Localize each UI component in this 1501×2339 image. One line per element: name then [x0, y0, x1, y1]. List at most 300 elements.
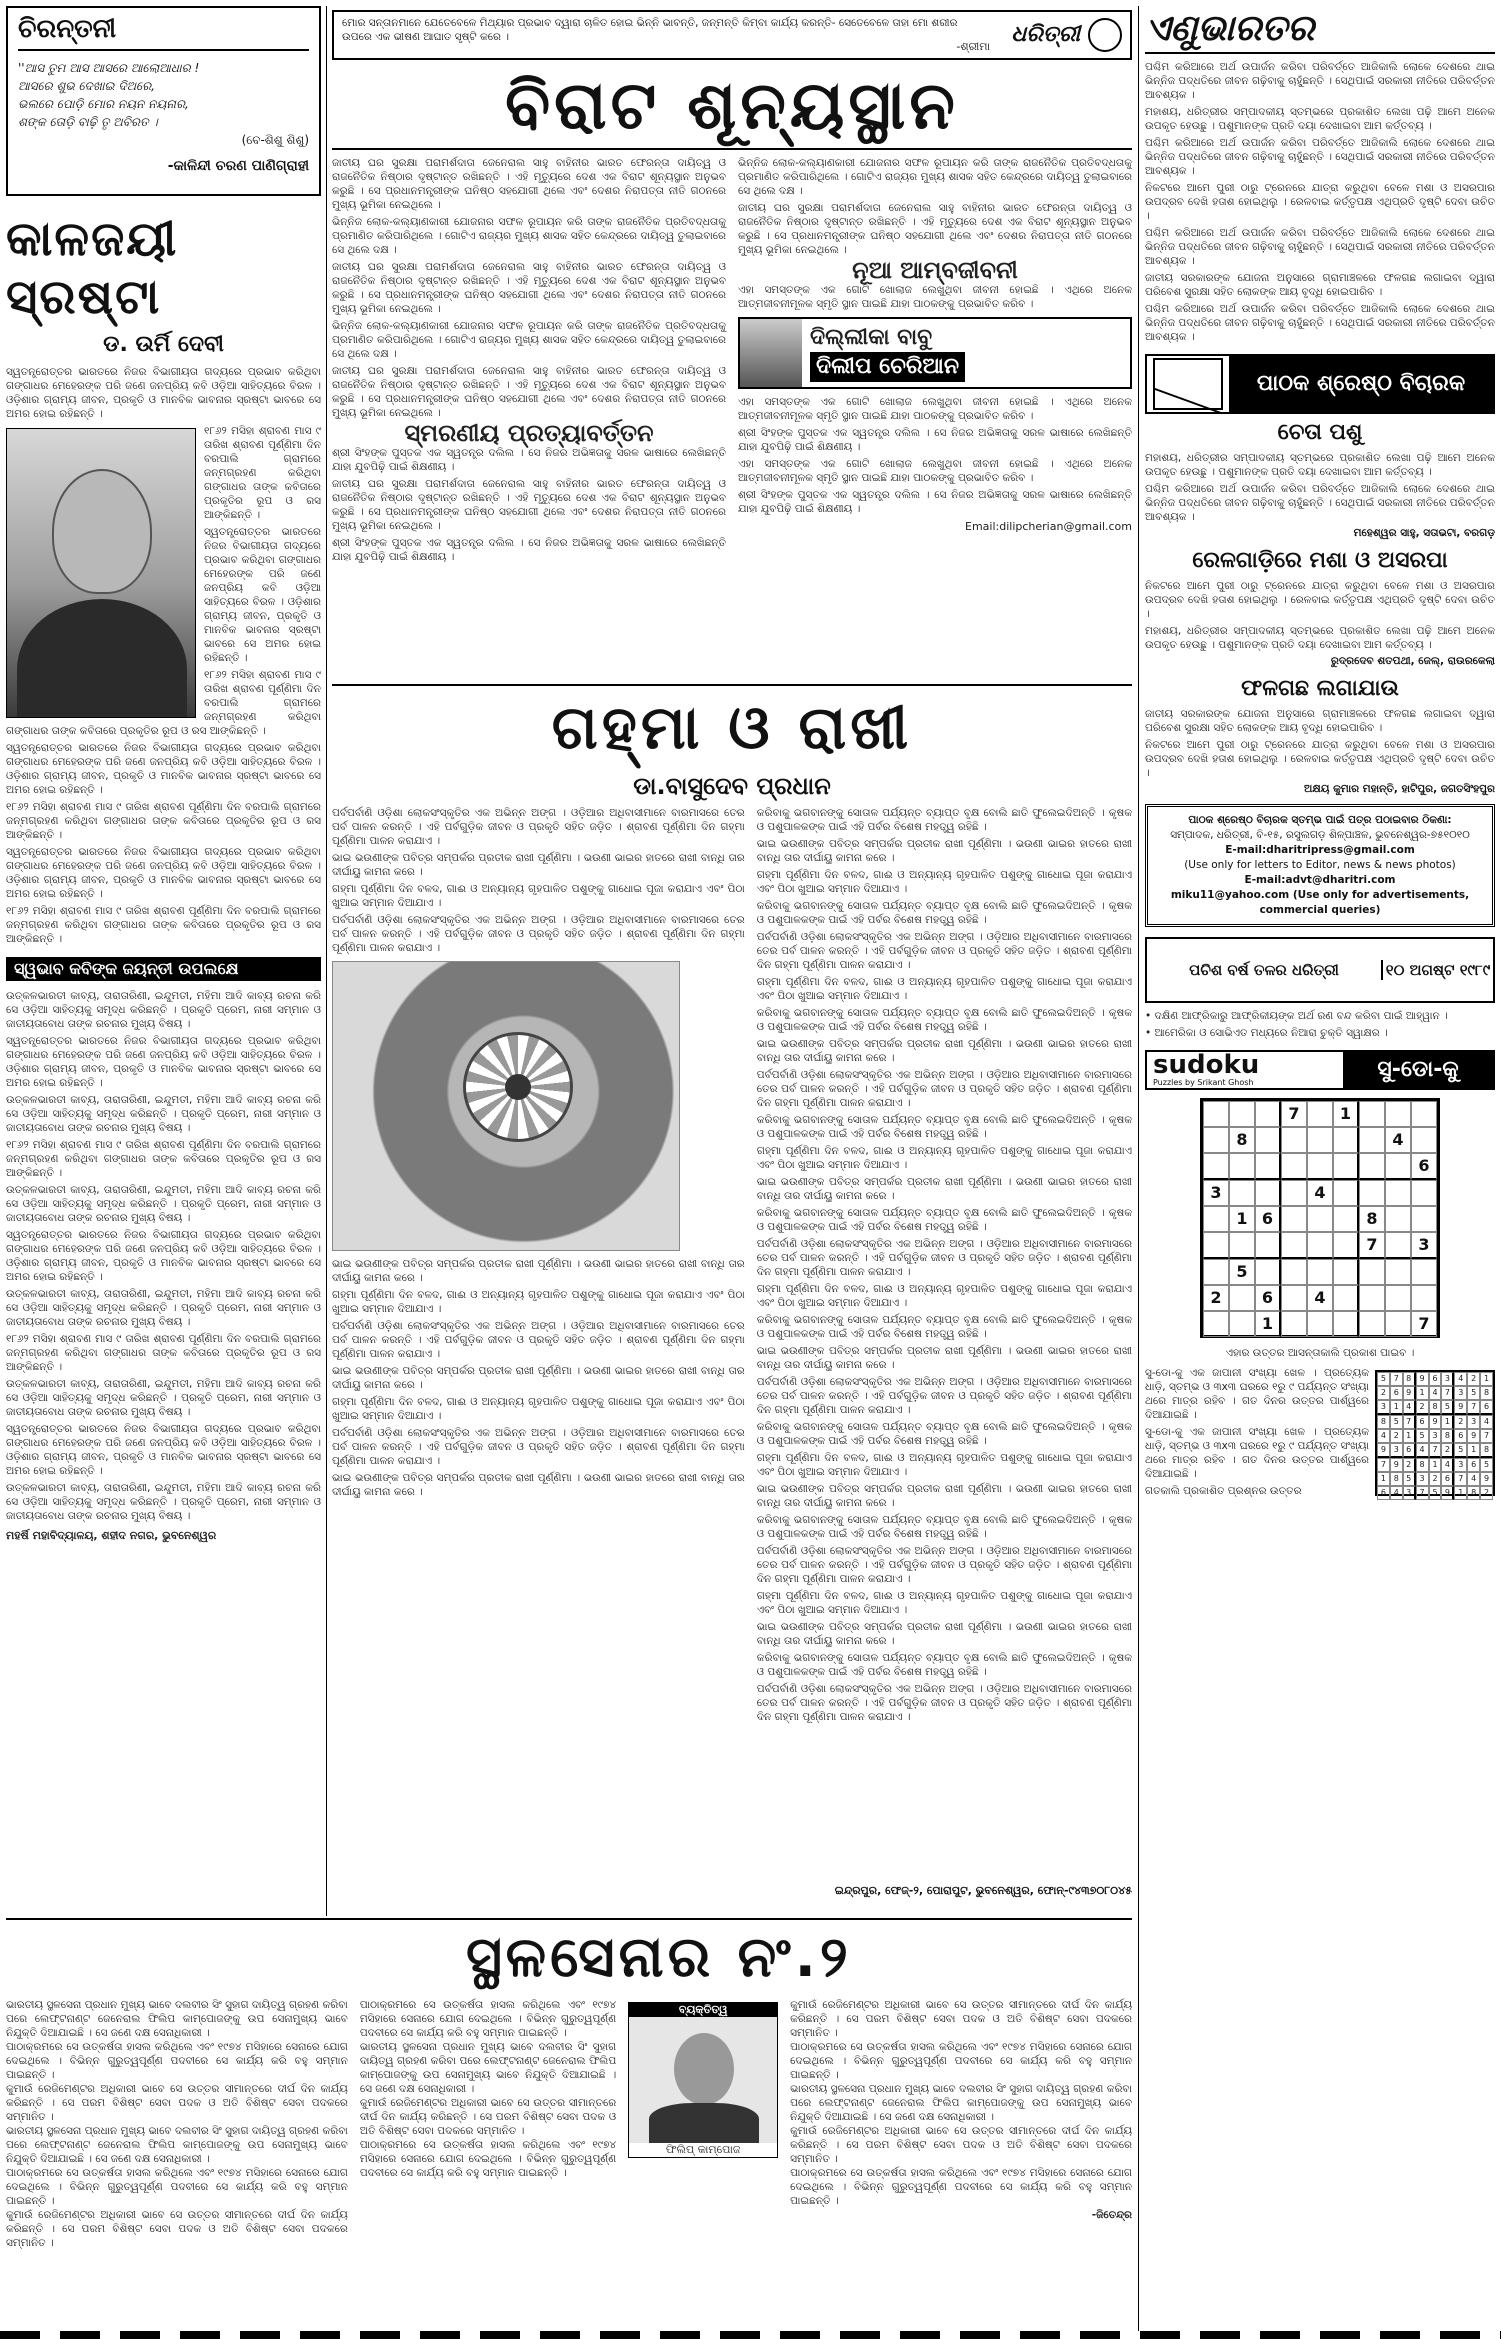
contact-address: ସମ୍ପାଦକ, ଧରିତ୍ରୀ, ବି-୧୫, ରସୁଲଗଡ଼ ଶିଳ୍ପାଞ୍ଚଳ, ଭୁବନେଶ୍ୱର-୭୫୧୦୧୦ [1170, 829, 1470, 841]
sudoku-cell [1411, 1259, 1437, 1285]
answer-cell: 3 [1390, 1443, 1403, 1458]
rakhi-byline: ଇନ୍ଦ୍ରପୁର, ଫେଜ୍-୨, ପୋରାପୁଟ, ଭୁବନେଶ୍ୱର, ଫୋନ୍-୯୪୩୭୦୮୦୪୫ [834, 1884, 1132, 1897]
sudoku-cell [1359, 1127, 1385, 1153]
profile-paragraph: ପାଠାକ୍ରମରେ ସେ ଉତ୍କର୍ଷତା ହାସଲ କରିଥିଲେ ଏବଂ ୧୯୭୪ ମସିହାରେ ସେନାରେ ଯୋଗ ଦେଇଥିଲେ । ବିଭିନ୍ନ ଗୁରୁତ୍ୱପୂର୍ଣ୍ଣ ପଦବୀରେ ସେ କାର୍ଯ୍ୟ କରି ବହୁ ସମ୍ମାନ ପାଇଛନ୍ତି । [359, 1999, 617, 2039]
answer-cell: 7 [1454, 1472, 1467, 1486]
chiranthani-quote [18, 59, 309, 131]
sudoku-cell [1411, 1180, 1437, 1206]
quote-banner [332, 10, 1132, 60]
sudoku-cell [1333, 1285, 1359, 1311]
rakhi-paragraph: ପର୍ବପର୍ବାଣି ଓଡ଼ିଶା ଲୋକସଂସ୍କୃତିର ଏକ ଅଭିନ୍ନ ଅଙ୍ଗ । ଓଡ଼ିଆର ଅଧିବାସୀମାନେ ବାରମାସରେ ତେର ପର୍ବ ପାଳନ କରନ୍ତି । ଏହି ପର୍ବଗୁଡ଼ିକ ଜୀବନ ଓ ପ୍ରକୃତି ସହିତ ଜଡ଼ିତ । ଶ୍ରାବଣ ପୂର୍ଣ୍ଣିମା ଦିନ ଗହ୍ମା ପୂର୍ଣ୍ଣିମା ପାଳନ କରାଯାଏ । [332, 914, 745, 954]
letter-paragraph: ମହାଶୟ, ଧରିତ୍ରୀର ସମ୍ପାଦକୀୟ ସ୍ତମ୍ଭରେ ପ୍ରକାଶିତ ଲେଖା ପଢ଼ି ଆମେ ଅନେକ ଉପକୃତ ହେଉଛୁ । ପଶୁମାନଙ୍କ ପ୍ରତି ଦୟା ଦେଖାଇବା ଆମ କର୍ତ୍ତବ୍ୟ । [1145, 625, 1495, 651]
answer-cell: 5 [1403, 1472, 1416, 1486]
answer-cell: 5 [1416, 1429, 1429, 1443]
editorial-columns [332, 156, 1132, 676]
sudoku-cell [1307, 1311, 1333, 1337]
bullet-text: ଦକ୍ଷିଣ ଆଫ୍ରିକାରୁ ଆଫ୍ରିକୀୟଙ୍କ ଅର୍ଥ ରଣ ବନ୍ଦ କରିବା ପାଇଁ ଆହ୍ୱାନ । [1154, 1010, 1448, 1022]
answer-cell: 2 [1480, 1486, 1493, 1500]
sudoku-cell [1411, 1285, 1437, 1311]
profile-paragraph: କୁମାଉଁ ରେଜିମେଣ୍ଟର ଅଧିକାରୀ ଭାବେ ସେ ଉତ୍ତର ସୀମାନ୍ତରେ ଦୀର୍ଘ ଦିନ କାର୍ଯ୍ୟ କରିଛନ୍ତି । ସେ ପରମ ବିଶିଷ୍ଟ ସେବା ପଦକ ଓ ଅତି ବିଶିଷ୍ଟ ସେବା ପଦକରେ ସମ୍ମାନିତ । [790, 1999, 1132, 2039]
editorial-paragraph: ଶ୍ରୀ ସିଂହଙ୍କ ପୁସ୍ତକ ଏକ ସ୍ୱତନ୍ତ୍ର ଦଲିଲ । ସେ ନିଜର ଅଭିଜ୍ଞତାକୁ ସରଳ ଭାଷାରେ ଲେଖିଛନ୍ତି ଯାହା ଯୁବପିଢ଼ି ପାଇଁ ଶିକ୍ଷଣୀୟ । [738, 427, 1132, 453]
right-paragraph: ମହାଶୟ, ଧରିତ୍ରୀର ସମ୍ପାଦକୀୟ ସ୍ତମ୍ଭରେ ପ୍ରକାଶିତ ଲେଖା ପଢ଼ି ଆମେ ଅନେକ ଉପକୃତ ହେଉଛୁ । ପଶୁମାନଙ୍କ ପ୍ରତି ଦୟା ଦେଖାଇବା ଆମ କର୍ତ୍ତବ୍ୟ । [1145, 106, 1495, 132]
banner-signature: -ଶ୍ରୀମା [956, 40, 990, 53]
sudoku-cell [1203, 1153, 1229, 1180]
rakhi-paragraph: ଭାଇ ଭଉଣୀଙ୍କ ପବିତ୍ର ସମ୍ପର୍କର ପ୍ରତୀକ ରାଖୀ ପୂର୍ଣ୍ଣିମା । ଭଉଣୀ ଭାଇର ହାତରେ ରାଖୀ ବାନ୍ଧି ତାର ଦୀର୍ଘାୟୁ କାମନା କରେ । [332, 1472, 745, 1498]
answer-cell: 8 [1467, 1486, 1480, 1500]
profile-photo [628, 2002, 778, 2158]
kalajayi-paragraph: ଉତ୍କଳଭାରତୀ କାବ୍ୟ, ତାରାତାରିଣୀ, ଇନ୍ଦୁମତୀ, ମହିମା ଆଦି କାବ୍ୟ ରଚନା କରି ସେ ଓଡ଼ିଆ ସାହିତ୍ୟକୁ ସମୃଦ୍ଧ କରିଛନ୍ତି । ପ୍ରକୃତି ପ୍ରେମ, ନାରୀ ସମ୍ମାନ ଓ ଜାତୀୟତାବୋଧ ତାଙ୍କ ରଚନାର ମୁଖ୍ୟ ବିଷୟ । [6, 1094, 321, 1134]
sudoku-cell: 1 [1255, 1311, 1281, 1337]
rakhi-paragraph: ଭାଇ ଭଉଣୀଙ୍କ ପବିତ୍ର ସମ୍ପର୍କର ପ୍ରତୀକ ରାଖୀ ପୂର୍ଣ୍ଣିମା । ଭଉଣୀ ଭାଇର ହାତରେ ରାଖୀ ବାନ୍ଧି ତାର ଦୀର୍ଘାୟୁ କାମନା କରେ । [756, 1038, 1132, 1064]
rakhi-center [505, 1074, 531, 1100]
kalajayi-paragraph: ୧୮୬୨ ମସିହା ଶ୍ରାବଣ ମାସ ୯ ତାରିଖ ଶ୍ରାବଣ ପୂର୍ଣ୍ଣିମା ଦିନ ବରପାଲି ଗ୍ରାମରେ ଜନ୍ମଗ୍ରହଣ କରିଥିବା ଗଙ୍ଗାଧର ତାଙ୍କ କବିତାରେ ପ୍ରକୃତିର ରୂପ ଓ ରସ ଆଙ୍କିଛନ୍ତି । [6, 801, 321, 841]
right-paragraph: ନିକଟରେ ଆମେ ପୁରୀ ଠାରୁ ଟ୍ରେନରେ ଯାତ୍ରା କରୁଥିବା ବେଳେ ମଶା ଓ ଅସରପାର ଉପଦ୍ରବ ଦେଖି ହତାଶ ହୋଇଥିଲୁ । ରେଳବାଇ କର୍ତ୍ତୃପକ୍ଷ ଏଥିପ୍ରତି ଦୃଷ୍ଟି ଦେବା ଉଚିତ । [1145, 182, 1495, 222]
answer-cell: 6 [1454, 1429, 1467, 1443]
sudoku-cell [1307, 1206, 1333, 1232]
profile-suit [649, 2103, 759, 2143]
answer-cell: 9 [1403, 1386, 1416, 1400]
editorial-paragraph: ଜାତୀୟ ଘର ସୁରକ୍ଷା ପରାମର୍ଶଦାତା ଜେନେରାଲ ସାହୁ ବାହିନୀର ଭାରତ ଫେରନ୍ତା ଦାୟିତ୍ୱ ଓ ରାଜନୈତିକ ନିଷ୍ଠାର ଦୃଷ୍ଟାନ୍ତ ରଖିଛନ୍ତି । ଏହି ମୃତ୍ୟୁରେ ଦେଶ ଏକ ବିରାଟ ଶୂନ୍ୟସ୍ଥାନ ଅନୁଭବ କରୁଛି । ସେ ପ୍ରଧାନମନ୍ତ୍ରୀଙ୍କ ଘନିଷ୍ଠ ସହଯୋଗୀ ଥିଲେ ଏବଂ ଦେଶର ନିରାପତ୍ତା ନୀତି ଗଠନରେ ମୁଖ୍ୟ ଭୂମିକା ନେଇଥିଲେ । [738, 202, 1132, 256]
answer-cell: 1 [1480, 1372, 1493, 1386]
answer-cell: 8 [1429, 1400, 1442, 1415]
answer-cell: 9 [1429, 1415, 1442, 1429]
rakhi-columns [332, 806, 1132, 1884]
answer-cell: 1 [1454, 1486, 1467, 1500]
left-column [6, 6, 321, 1918]
sudoku-cell [1333, 1127, 1359, 1153]
rakhi-paragraph: ଗହ୍ମା ପୂର୍ଣ୍ଣିମା ଦିନ ବଳଦ, ଗାଈ ଓ ଅନ୍ୟାନ୍ୟ ଗୃହପାଳିତ ପଶୁଙ୍କୁ ଗାଧୋଇ ପୂଜା କରାଯାଏ ଏବଂ ପିଠା ଖୁଆଇ ସମ୍ମାନ ଦିଆଯାଏ । [332, 1396, 745, 1422]
kalajayi-paragraph: ସ୍ୱତନ୍ତ୍ରୋତ୍ତର ଭାରତରେ ନିଜର ବିଭାଗୀୟତା ଗଦ୍ୟରେ ପ୍ରଭାବ କରିଥିବା ଗଙ୍ଗାଧର ମେହେରଙ୍କ ପରି ଜଣେ ଜନପ୍ରିୟ କବି ଓଡ଼ିଆ ସାହିତ୍ୟରେ ବିରଳ । ଓଡ଼ିଶାର ଗ୍ରାମ୍ୟ ଜୀବନ, ପ୍ରକୃତି ଓ ମାନବିକ ଭାବନାର ସ୍ରଷ୍ଟା ଭାବରେ ସେ ଅମର ହୋଇ ରହିଛନ୍ତି । [6, 1035, 321, 1089]
answer-cell: 4 [1467, 1472, 1480, 1486]
profile-caption: ଫିଲିପ୍ କାମ୍ପୋଜ [629, 2143, 777, 2157]
sudoku-cell [1333, 1232, 1359, 1259]
profile-headline: ସ୍ଥଳସେନାର ନଂ.୨ [466, 1925, 852, 1990]
answer-cell: 6 [1467, 1458, 1480, 1472]
columnist-photo [740, 319, 802, 387]
rakhi-paragraph: ପର୍ବପର୍ବାଣି ଓଡ଼ିଶା ଲୋକସଂସ୍କୃତିର ଏକ ଅଭିନ୍ନ ଅଙ୍ଗ । ଓଡ଼ିଆର ଅଧିବାସୀମାନେ ବାରମାସରେ ତେର ପର୍ବ ପାଳନ କରନ୍ତି । ଏହି ପର୍ବଗୁଡ଼ିକ ଜୀବନ ଓ ପ୍ରକୃତି ସହିତ ଜଡ଼ିତ । ଶ୍ରାବଣ ପୂର୍ଣ୍ଣିମା ଦିନ ଗହ୍ମା ପୂର୍ଣ୍ଣିମା ପାଳନ କରାଯାଏ । [756, 1238, 1132, 1278]
answer-cell: 5 [1467, 1386, 1480, 1400]
sudoku-cell: 6 [1255, 1285, 1281, 1311]
sudoku-cell: 4 [1307, 1180, 1333, 1206]
letter-title: ଫଳଗଛ ଲଗାଯାଉ [1241, 676, 1399, 701]
bottom-section [6, 1922, 1132, 2332]
rakhi-paragraph: କରିବାକୁ ଭଗବାନଙ୍କୁ ସୋତାଳ ପର୍ଯ୍ୟନ୍ତ ବ୍ୟାପ୍ତ ବୃକ୍ଷ ବୋଲି ଛାତି ଫୁଲେଇଦିଅନ୍ତି । କୃଷକ ଓ ପଶୁପାଳକଙ୍କ ପାଇଁ ଏହି ପର୍ବର ବିଶେଷ ମହତ୍ତ୍ୱ ରହିଛି । [756, 1652, 1132, 1678]
answer-cell: 6 [1480, 1400, 1493, 1415]
kalajayi-paragraph: ଉତ୍କଳଭାରତୀ କାବ୍ୟ, ତାରାତାରିଣୀ, ଇନ୍ଦୁମତୀ, ମହିମା ଆଦି କାବ୍ୟ ରଚନା କରି ସେ ଓଡ଼ିଆ ସାହିତ୍ୟକୁ ସମୃଦ୍ଧ କରିଛନ୍ତି । ପ୍ରକୃତି ପ୍ରେମ, ନାରୀ ସମ୍ମାନ ଓ ଜାତୀୟତାବୋଧ ତାଙ୍କ ରଚନାର ମୁଖ୍ୟ ବିଷୟ । [6, 1482, 321, 1522]
profile-columns [6, 1998, 1132, 2318]
kalajayi-paragraph: ସ୍ୱତନ୍ତ୍ରୋତ୍ତର ଭାରତରେ ନିଜର ବିଭାଗୀୟତା ଗଦ୍ୟରେ ପ୍ରଭାବ କରିଥିବା ଗଙ୍ଗାଧର ମେହେରଙ୍କ ପରି ଜଣେ ଜନପ୍ରିୟ କବି ଓଡ଼ିଆ ସାହିତ୍ୟରେ ବିରଳ । ଓଡ଼ିଶାର ଗ୍ରାମ୍ୟ ଜୀବନ, ପ୍ରକୃତି ଓ ମାନବିକ ଭାବନାର ସ୍ରଷ୍ଟା ଭାବରେ ସେ ଅମର ହୋଇ ରହିଛନ୍ତି । [6, 1423, 321, 1477]
sudoku-brand-text: sudoku [1153, 1050, 1260, 1080]
profile-label: ବ୍ୟକ୍ତିତ୍ୱ [629, 2003, 777, 2017]
column-divider [326, 6, 327, 1916]
rakhi-col-left [332, 806, 745, 1884]
answer-cell: 9 [1480, 1472, 1493, 1486]
kalajayi-paragraph: ୧୮୬୨ ମସିହା ଶ୍ରାବଣ ମାସ ୯ ତାରିଖ ଶ୍ରାବଣ ପୂର୍ଣ୍ଣିମା ଦିନ ବରପାଲି ଗ୍ରାମରେ ଜନ୍ମଗ୍ରହଣ କରିଥିବା ଗଙ୍ଗାଧର ତାଙ୍କ କବିତାରେ ପ୍ରକୃତିର ରୂପ ଓ ରସ ଆଙ୍କିଛନ୍ତି । [6, 905, 321, 945]
sudoku-cell [1255, 1153, 1281, 1180]
answer-cell: 2 [1467, 1372, 1480, 1386]
rakhi-paragraph: କରିବାକୁ ଭଗବାନଙ୍କୁ ସୋତାଳ ପର୍ଯ୍ୟନ୍ତ ବ୍ୟାପ୍ତ ବୃକ୍ଷ ବୋଲି ଛାତି ଫୁଲେଇଦିଅନ୍ତି । କୃଷକ ଓ ପଶୁପାଳକଙ୍କ ପାଇଁ ଏହି ପର୍ବର ବିଶେଷ ମହତ୍ତ୍ୱ ରହିଛି । [756, 1114, 1132, 1140]
rakhi-paragraph: ଗହ୍ମା ପୂର୍ଣ୍ଣିମା ଦିନ ବଳଦ, ଗାଈ ଓ ଅନ୍ୟାନ୍ୟ ଗୃହପାଳିତ ପଶୁଙ୍କୁ ଗାଧୋଇ ପୂଜା କରାଯାଏ ଏବଂ ପିଠା ଖୁଆଇ ସମ୍ମାନ ଦିଆଯାଏ । [332, 883, 745, 909]
sudoku-cell: 1 [1229, 1206, 1255, 1232]
readers-banner [1145, 354, 1495, 414]
answer-cell: 5 [1390, 1415, 1403, 1429]
letter-body [1145, 579, 1495, 652]
answer-cell: 1 [1467, 1443, 1480, 1458]
sudoku-cell [1359, 1180, 1385, 1206]
answer-cell: 8 [1416, 1458, 1429, 1472]
answer-cell: 2 [1390, 1429, 1403, 1443]
sudoku-cell: 3 [1411, 1232, 1437, 1259]
answer-cell: 5 [1454, 1443, 1467, 1458]
answer-cell: 3 [1454, 1386, 1467, 1400]
sudoku-cell [1411, 1101, 1437, 1127]
rakhi-paragraph: ପର୍ବପର୍ବାଣି ଓଡ଼ିଶା ଲୋକସଂସ୍କୃତିର ଏକ ଅଭିନ୍ନ ଅଙ୍ଗ । ଓଡ଼ିଆର ଅଧିବାସୀମାନେ ବାରମାସରେ ତେର ପର୍ବ ପାଳନ କରନ୍ତି । ଏହି ପର୍ବଗୁଡ଼ିକ ଜୀବନ ଓ ପ୍ରକୃତି ସହିତ ଜଡ଼ିତ । ଶ୍ରାବଣ ପୂର୍ଣ୍ଣିମା ଦିନ ଗହ୍ମା ପୂର୍ଣ୍ଣିମା ପାଳନ କରାଯାଏ । [332, 1427, 745, 1467]
sudoku-cell [1385, 1311, 1411, 1337]
editorial-paragraph: ଏହା ସମସ୍ତଙ୍କ ଏକ ଗୋଟି ଖୋଲାଜ ଲେଖୁଥିବା ଜୀବନୀ ହୋଇଛି । ଏଥିରେ ଅନେକ ଆତ୍ମଜୀବନୀମୂଳକ ସ୍ମୃତି ସ୍ଥାନ ପାଇଛି ଯାହା ପାଠକଙ୍କୁ ପ୍ରଭାବିତ କରିବ । [738, 396, 1132, 422]
kalajayi-paragraph: ଉତ୍କଳଭାରତୀ କାବ୍ୟ, ତାରାତାରିଣୀ, ଇନ୍ଦୁମତୀ, ମହିମା ଆଦି କାବ୍ୟ ରଚନା କରି ସେ ଓଡ଼ିଆ ସାହିତ୍ୟକୁ ସମୃଦ୍ଧ କରିଛନ୍ତି । ପ୍ରକୃତି ପ୍ରେମ, ନାରୀ ସମ୍ମାନ ଓ ଜାତୀୟତାବୋଧ ତାଙ୍କ ରଚନାର ମୁଖ୍ୟ ବିଷୟ । [6, 990, 321, 1030]
kalajayi-body [6, 365, 321, 1543]
sudoku-rules: ସୁ-ଡୋ-କୁ ଏକ ଜାପାନୀ ସଂଖ୍ୟା ଖେଳ । ପ୍ରତ୍ୟେକ ଧାଡ଼ି, ସ୍ତମ୍ଭ ଓ ୩x୩ ଘରରେ ୧ରୁ ୯ ପର୍ଯ୍ୟନ୍ତ ସଂଖ୍ୟା ଥରେ ମାତ୍ର ରହିବ । ଗତ ଦିନର ଉତ୍ତର ପାର୍ଶ୍ୱରେ ଦିଆଯାଇଛି । [1145, 1426, 1369, 1480]
right-paragraph: ପଶ୍ଚିମ କରିଆରେ ଅର୍ଥ ଉପାର୍ଜନ କରିବା ପରିବର୍ତ୍ତେ ଆଜିକାଲି ଲୋକେ ଦେଶରେ ଥାଇ ଭିନ୍ନିଜ ପଦ୍ଧତିରେ ଜୀବନ ଗଢ଼ିବାକୁ ଚାହୁଁଛନ୍ତି । ସେଥିପାଇଁ ସରକାରୀ ନୀତିରେ ପରିବର୍ତ୍ତନ ଆବଶ୍ୟକ । [1145, 303, 1495, 343]
profile-col-1 [6, 1998, 348, 2318]
editorial-paragraph: ଭିନ୍ନିଜ ଲୋକ-କଲ୍ୟାଣକାରୀ ଯୋଜନାର ସଫଳ ରୂପାୟନ କରି ତାଙ୍କ ରାଜନୈତିକ ପ୍ରତିବଦ୍ଧତାକୁ ପ୍ରମାଣିତ କରିପାରିଥିଲେ । ଗୋଟିଏ ରାଜ୍ୟର ମୁଖ୍ୟ ଶାସକ ସହିତ କେନ୍ଦ୍ରରେ ଦାୟିତ୍ୱ ତୁଲାଇବାରେ ସେ ଥିଲେ ଦକ୍ଷ । [738, 157, 1132, 197]
editorial-paragraph: ଭିନ୍ନିଜ ଲୋକ-କଲ୍ୟାଣକାରୀ ଯୋଜନାର ସଫଳ ରୂପାୟନ କରି ତାଙ୍କ ରାଜନୈତିକ ପ୍ରତିବଦ୍ଧତାକୁ ପ୍ରମାଣିତ କରିପାରିଥିଲେ । ଗୋଟିଏ ରାଜ୍ୟର ମୁଖ୍ୟ ଶାସକ ସହିତ କେନ୍ଦ୍ରରେ ଦାୟିତ୍ୱ ତୁଲାଇବାରେ ସେ ଥିଲେ ଦକ୍ଷ । [332, 216, 726, 256]
answer-cell: 2 [1441, 1443, 1454, 1458]
sudoku-cell [1203, 1232, 1229, 1259]
rakhi-paragraph: ଗହ୍ମା ପୂର୍ଣ୍ଣିମା ଦିନ ବଳଦ, ଗାଈ ଓ ଅନ୍ୟାନ୍ୟ ଗୃହପାଳିତ ପଶୁଙ୍କୁ ଗାଧୋଇ ପୂଜା କରାଯାଏ ଏବଂ ପିଠା ଖୁଆଇ ସମ୍ମାନ ଦିଆଯାଏ । [756, 1590, 1132, 1616]
rakhi-paragraph: କରିବାକୁ ଭଗବାନଙ୍କୁ ସୋତାଳ ପର୍ଯ୍ୟନ୍ତ ବ୍ୟାପ୍ତ ବୃକ୍ଷ ବୋଲି ଛାତି ଫୁଲେଇଦିଅନ୍ତି । କୃଷକ ଓ ପଶୁପାଳକଙ୍କ ପାଇଁ ଏହି ପର୍ବର ବିଶେଷ ମହତ୍ତ୍ୱ ରହିଛି । [756, 1514, 1132, 1540]
answer-cell: 9 [1416, 1372, 1429, 1386]
letter-signature: ରୁଦ୍ରଦେବ ଶତପଥୀ, ଜେଲ୍, ରାଉରକେଲା [1330, 655, 1495, 667]
answer-cell: 7 [1429, 1443, 1442, 1458]
kalajayi-paragraph: ୧୮୬୨ ମସିହା ଶ୍ରାବଣ ମାସ ୯ ତାରିଖ ଶ୍ରାବଣ ପୂର୍ଣ୍ଣିମା ଦିନ ବରପାଲି ଗ୍ରାମରେ ଜନ୍ମଗ୍ରହଣ କରିଥିବା ଗଙ୍ଗାଧର ତାଙ୍କ କବିତାରେ ପ୍ରକୃତିର ରୂପ ଓ ରସ ଆଙ୍କିଛନ୍ତି । [6, 669, 321, 737]
sudoku-cell: 7 [1411, 1311, 1437, 1337]
sudoku-cell: 6 [1255, 1206, 1281, 1232]
profile-paragraph: ଭାରତୀୟ ସ୍ଥଳସେନା ପ୍ରଧାନ ମୁଖ୍ୟ ଭାବେ ଦଲବୀର ସିଂ ସୁହାଗ ଦାୟିତ୍ୱ ଗ୍ରହଣ କରିବା ପରେ ଲେଫ୍ଟନାଣ୍ଟ ଜେନେରାଲ ଫିଲିପ କାମ୍ପୋଜଙ୍କୁ ଉପ ସେନାମୁଖ୍ୟ ଭାବେ ନିଯୁକ୍ତି ଦିଆଯାଇଛି । ସେ ଜଣେ ଦକ୍ଷ ସେନାଧିକାରୀ । [359, 2041, 617, 2095]
sudoku-cell [1203, 1206, 1229, 1232]
sudoku-grid [1200, 1098, 1440, 1338]
rakhi-paragraph: ଗହ୍ମା ପୂର୍ଣ୍ଣିମା ଦିନ ବଳଦ, ଗାଈ ଓ ଅନ୍ୟାନ୍ୟ ଗୃହପାଳିତ ପଶୁଙ୍କୁ ଗାଧୋଇ ପୂଜା କରାଯାଏ ଏବଂ ପିଠା ଖୁଆଇ ସମ୍ମାନ ଦିଆଯାଏ । [756, 1283, 1132, 1309]
small-caption: ଗତକାଲି ପ୍ରକାଶିତ ପ୍ରଶ୍ନର ଉତ୍ତର [1145, 1485, 1302, 1497]
answer-cell: 4 [1480, 1415, 1493, 1429]
portrait-body [17, 599, 187, 718]
rakhi-paragraph: କରିବାକୁ ଭଗବାନଙ୍କୁ ସୋତାଳ ପର୍ଯ୍ୟନ୍ତ ବ୍ୟାପ୍ତ ବୃକ୍ଷ ବୋଲି ଛାତି ଫୁଲେଇଦିଅନ୍ତି । କୃଷକ ଓ ପଶୁପାଳକଙ୍କ ପାଇଁ ଏହି ପର୍ବର ବିଶେଷ ମହତ୍ତ୍ୱ ରହିଛି । [756, 1421, 1132, 1447]
answer-cell: 2 [1377, 1386, 1390, 1400]
answer-cell: 5 [1441, 1400, 1454, 1415]
sudoku-header [1145, 1050, 1495, 1090]
sudoku-cell [1385, 1153, 1411, 1180]
answer-cell: 4 [1416, 1443, 1429, 1458]
sudoku-cell [1411, 1206, 1437, 1232]
sudoku-cell: 4 [1385, 1127, 1411, 1153]
center-content [332, 64, 1132, 1898]
profile-paragraph: ଭାରତୀୟ ସ୍ଥଳସେନା ପ୍ରଧାନ ମୁଖ୍ୟ ଭାବେ ଦଲବୀର ସିଂ ସୁହାଗ ଦାୟିତ୍ୱ ଗ୍ରହଣ କରିବା ପରେ ଲେଫ୍ଟନାଣ୍ଟ ଜେନେରାଲ ଫିଲିପ କାମ୍ପୋଜଙ୍କୁ ଉପ ସେନାମୁଖ୍ୟ ଭାବେ ନିଯୁକ୍ତି ଦିଆଯାଇଛି । ସେ ଜଣେ ଦକ୍ଷ ସେନାଧିକାରୀ । [6, 2125, 348, 2165]
answer-cell: 8 [1390, 1472, 1403, 1486]
contact-email[interactable]: miku11@yahoo.com (Use only for advertisements, commercial queries) [1170, 889, 1470, 916]
sudoku-byline: Puzzles by Srikant Ghosh [1153, 1078, 1254, 1087]
sudoku-cell [1229, 1101, 1255, 1127]
sudoku-rules-block [1145, 1366, 1495, 1498]
sudoku-cell [1281, 1180, 1307, 1206]
sudoku-cell: 8 [1359, 1206, 1385, 1232]
rakhi-paragraph: ଗହ୍ମା ପୂର୍ଣ୍ଣିମା ଦିନ ବଳଦ, ଗାଈ ଓ ଅନ୍ୟାନ୍ୟ ଗୃହପାଳିତ ପଶୁଙ୍କୁ ଗାଧୋଇ ପୂଜା କରାଯାଏ ଏବଂ ପିଠା ଖୁଆଇ ସମ୍ମାନ ଦିଆଯାଏ । [756, 1145, 1132, 1171]
sudoku-cell [1281, 1153, 1307, 1180]
answer-cell: 2 [1403, 1458, 1416, 1472]
sudoku-cell [1281, 1259, 1307, 1285]
subhead-nua: ନୂଆ ଆମ୍ବଜୀବନୀ [852, 256, 1018, 284]
answer-cell: 3 [1454, 1458, 1467, 1472]
sudoku-cell: 7 [1281, 1101, 1307, 1127]
answer-cell: 3 [1441, 1372, 1454, 1386]
chiranthani-box [6, 6, 321, 196]
sudoku-cell [1385, 1101, 1411, 1127]
rakhi-col-right [757, 806, 1132, 1884]
letter-signature: ଅକ୍ଷୟ କୁମାର ମହାନ୍ତି, ହାଟିପୁର, ଜଗତସିଂହପୁର [1304, 783, 1495, 795]
sudoku-cell [1203, 1259, 1229, 1285]
bullet-text: ଆମେରିକା ଓ ସୋଭିଏତ ମଧ୍ୟରେ ନିଆରା ଚୁକ୍ତି ସ୍ୱାକ୍ଷର । [1154, 1027, 1388, 1039]
sudoku-cell [1255, 1101, 1281, 1127]
sudoku-cell [1281, 1206, 1307, 1232]
rakhi-paragraph: ଗହ୍ମା ପୂର୍ଣ୍ଣିମା ଦିନ ବଳଦ, ଗାଈ ଓ ଅନ୍ୟାନ୍ୟ ଗୃହପାଳିତ ପଶୁଙ୍କୁ ଗାଧୋଇ ପୂଜା କରାଯାଏ ଏବଂ ପିଠା ଖୁଆଇ ସମ୍ମାନ ଦିଆଯାଏ । [756, 869, 1132, 895]
answer-cell: 8 [1441, 1429, 1454, 1443]
sudoku-cell [1411, 1127, 1437, 1153]
sudoku-cell: 1 [1333, 1101, 1359, 1127]
answer-cell: 6 [1377, 1486, 1390, 1500]
answer-cell: 7 [1390, 1372, 1403, 1386]
editorial-col-left [332, 156, 726, 676]
answer-cell: 4 [1390, 1486, 1403, 1500]
editorial-paragraph: ଏହା ସମସ୍ତଙ୍କ ଏକ ଗୋଟି ଖୋଲାଜ ଲେଖୁଥିବା ଜୀବନୀ ହୋଇଛି । ଏଥିରେ ଅନେକ ଆତ୍ମଜୀବନୀମୂଳକ ସ୍ମୃତି ସ୍ଥାନ ପାଇଛି ଯାହା ପାଠକଙ୍କୁ ପ୍ରଭାବିତ କରିବ । [738, 458, 1132, 484]
answer-cell: 6 [1390, 1386, 1403, 1400]
sudoku-label: ସୁ-ଡୋ-କୁ [1343, 1052, 1493, 1088]
profile-col-2 [360, 1998, 616, 2318]
answer-cell: 6 [1429, 1372, 1442, 1386]
right-paragraph: ଜାତୀୟ ସରକାରଙ୍କ ଯୋଜନା ଅନୁସାରେ ଗ୍ରାମାଞ୍ଚଳରେ ଫଳଗଛ ଲଗାଇବା ଦ୍ୱାରା ପରିବେଶ ସୁରକ୍ଷା ସହିତ ଲୋକଙ୍କ ଆୟ ବୃଦ୍ଧି ହୋଇପାରିବ । [1145, 272, 1495, 298]
sudoku-cell [1333, 1311, 1359, 1337]
sudoku-answer-grid [1375, 1370, 1495, 1496]
anniversary-bullets [1145, 1009, 1495, 1040]
sudoku-cell: 8 [1229, 1127, 1255, 1153]
rakhi-paragraph: କରିବାକୁ ଭଗବାନଙ୍କୁ ସୋତାଳ ପର୍ଯ୍ୟନ୍ତ ବ୍ୟାପ୍ତ ବୃକ୍ଷ ବୋଲି ଛାତି ଫୁଲେଇଦିଅନ୍ତି । କୃଷକ ଓ ପଶୁପାଳକଙ୍କ ପାଇଁ ଏହି ପର୍ବର ବିଶେଷ ମହତ୍ତ୍ୱ ରହିଛି । [756, 900, 1132, 926]
answer-cell: 1 [1416, 1386, 1429, 1400]
rakhi-paragraph: ଭାଇ ଭଉଣୀଙ୍କ ପବିତ୍ର ସମ୍ପର୍କର ପ୍ରତୀକ ରାଖୀ ପୂର୍ଣ୍ଣିମା । ଭଉଣୀ ଭାଇର ହାତରେ ରାଖୀ ବାନ୍ଧି ତାର ଦୀର୍ଘାୟୁ କାମନା କରେ । [756, 1621, 1132, 1647]
profile-paragraph: କୁମାଉଁ ରେଜିମେଣ୍ଟର ଅଧିକାରୀ ଭାବେ ସେ ଉତ୍ତର ସୀମାନ୍ତରେ ଦୀର୍ଘ ଦିନ କାର୍ଯ୍ୟ କରିଛନ୍ତି । ସେ ପରମ ବିଶିଷ୍ଟ ସେବା ପଦକ ଓ ଅତି ବିଶିଷ୍ଟ ସେବା ପଦକରେ ସମ୍ମାନିତ । [359, 2097, 617, 2137]
letter-title: ରେଳଗାଡ଼ିରେ ମଶା ଓ ଅସରପା [1192, 548, 1448, 573]
rakhi-paragraph: ପର୍ବପର୍ବାଣି ଓଡ଼ିଶା ଲୋକସଂସ୍କୃତିର ଏକ ଅଭିନ୍ନ ଅଙ୍ଗ । ଓଡ଼ିଆର ଅଧିବାସୀମାନେ ବାରମାସରେ ତେର ପର୍ବ ପାଳନ କରନ୍ତି । ଏହି ପର୍ବଗୁଡ଼ିକ ଜୀବନ ଓ ପ୍ରକୃତି ସହିତ ଜଡ଼ିତ । ଶ୍ରାବଣ ପୂର୍ଣ୍ଣିମା ଦିନ ଗହ୍ମା ପୂର୍ଣ୍ଣିମା ପାଳନ କରାଯାଏ । [756, 931, 1132, 971]
banner-quote: ମୋର ସନ୍ତାନମାନେ ଯେତେବେଳେ ମିଥ୍ୟାର ପ୍ରଭାବ ଦ୍ୱାରା ଚାଳିତ ହୋଇ ଭିନ୍ନି ଭାବନ୍ତି, ଜନ୍ମନ୍ତି କିମ୍ବା କାର୍ଯ୍ୟ କରନ୍ତି- ସେତେବେଳେ ତାହା ମୋ ଶରୀର ଉପରେ ଏକ ଭୀଷଣ ଆଘାତ ସୃଷ୍ଟି କରେ । [342, 17, 958, 43]
profile-paragraph: ଭାରତୀୟ ସ୍ଥଳସେନା ପ୍ରଧାନ ମୁଖ୍ୟ ଭାବେ ଦଲବୀର ସିଂ ସୁହାଗ ଦାୟିତ୍ୱ ଗ୍ରହଣ କରିବା ପରେ ଲେଫ୍ଟନାଣ୍ଟ ଜେନେରାଲ ଫିଲିପ କାମ୍ପୋଜଙ୍କୁ ଉପ ସେନାମୁଖ୍ୟ ଭାବେ ନିଯୁକ୍ତି ଦିଆଯାଇଛି । ସେ ଜଣେ ଦକ୍ଷ ସେନାଧିକାରୀ । [790, 2083, 1132, 2123]
profile-col-3 [790, 1998, 1132, 2318]
editorial-paragraph: ଜାତୀୟ ଘର ସୁରକ୍ଷା ପରାମର୍ଶଦାତା ଜେନେରାଲ ସାହୁ ବାହିନୀର ଭାରତ ଫେରନ୍ତା ଦାୟିତ୍ୱ ଓ ରାଜନୈତିକ ନିଷ୍ଠାର ଦୃଷ୍ଟାନ୍ତ ରଖିଛନ୍ତି । ଏହି ମୃତ୍ୟୁରେ ଦେଶ ଏକ ବିରାଟ ଶୂନ୍ୟସ୍ଥାନ ଅନୁଭବ କରୁଛି । ସେ ପ୍ରଧାନମନ୍ତ୍ରୀଙ୍କ ଘନିଷ୍ଠ ସହଯୋଗୀ ଥିଲେ ଏବଂ ଦେଶର ନିରାପତ୍ତା ନୀତି ଗଠନରେ ମୁଖ୍ୟ ଭୂମିକା ନେଇଥିଲେ । [332, 365, 726, 419]
answer-cell: 6 [1416, 1415, 1429, 1429]
profile-photo-col [628, 1998, 778, 2318]
anniversary-bullet: • ଆମେରିକା ଓ ସୋଭିଏତ ମଧ୍ୟରେ ନିଆରା ଚୁକ୍ତି ସ୍ୱାକ୍ଷର । [1145, 1027, 1388, 1039]
sudoku-cell [1307, 1127, 1333, 1153]
rakhi-headline: ଗହ୍ମା ଓ ରାଖୀ [551, 693, 913, 763]
sudoku-cell [1385, 1180, 1411, 1206]
sudoku-cell [1229, 1153, 1255, 1180]
quote-line: ''ଆସ ତୁମ ଆସ ଆସରେ ଆଲୋଆଧାର ! [18, 61, 200, 75]
answer-cell: 4 [1403, 1400, 1416, 1415]
sudoku-cell [1229, 1285, 1255, 1311]
kalajayi-paragraph: ୧୮୬୨ ମସିହା ଶ୍ରାବଣ ମାସ ୯ ତାରିଖ ଶ୍ରାବଣ ପୂର୍ଣ୍ଣିମା ଦିନ ବରପାଲି ଗ୍ରାମରେ ଜନ୍ମଗ୍ରହଣ କରିଥିବା ଗଙ୍ଗାଧର ତାଙ୍କ କବିତାରେ ପ୍ରକୃତିର ରୂପ ଓ ରସ ଆଙ୍କିଛନ୍ତି । [204, 425, 321, 521]
sudoku-cell [1255, 1259, 1281, 1285]
kalajayi-paragraph: ସ୍ୱତନ୍ତ୍ରୋତ୍ତର ଭାରତରେ ନିଜର ବିଭାଗୀୟତା ଗଦ୍ୟରେ ପ୍ରଭାବ କରିଥିବା ଗଙ୍ଗାଧର ମେହେରଙ୍କ ପରି ଜଣେ ଜନପ୍ରିୟ କବି ଓଡ଼ିଆ ସାହିତ୍ୟରେ ବିରଳ । ଓଡ଼ିଶାର ଗ୍ରାମ୍ୟ ଜୀବନ, ପ୍ରକୃତି ଓ ମାନବିକ ଭାବନାର ସ୍ରଷ୍ଟା ଭାବରେ ସେ ଅମର ହୋଇ ରହିଛନ୍ତି । [6, 366, 321, 420]
rakhi-paragraph: ପର୍ବପର୍ବାଣି ଓଡ଼ିଶା ଲୋକସଂସ୍କୃତିର ଏକ ଅଭିନ୍ନ ଅଙ୍ଗ । ଓଡ଼ିଆର ଅଧିବାସୀମାନେ ବାରମାସରେ ତେର ପର୍ବ ପାଳନ କରନ୍ତି । ଏହି ପର୍ବଗୁଡ଼ିକ ଜୀବନ ଓ ପ୍ରକୃତି ସହିତ ଜଡ଼ିତ । ଶ୍ରାବଣ ପୂର୍ଣ୍ଣିମା ଦିନ ଗହ୍ମା ପୂର୍ଣ୍ଣିମା ପାଳନ କରାଯାଏ । [756, 1376, 1132, 1416]
footer-strip [0, 2331, 1501, 2339]
quote-author: -କାଳିନ୍ଦୀ ଚରଣ ପାଣିଗ୍ରାହୀ [167, 158, 309, 174]
rakhi-paragraph: ପର୍ବପର୍ବାଣି ଓଡ଼ିଶା ଲୋକସଂସ୍କୃତିର ଏକ ଅଭିନ୍ନ ଅଙ୍ଗ । ଓଡ଼ିଆର ଅଧିବାସୀମାନେ ବାରମାସରେ ତେର ପର୍ବ ପାଳନ କରନ୍ତି । ଏହି ପର୍ବଗୁଡ଼ିକ ଜୀବନ ଓ ପ୍ରକୃତି ସହିତ ଜଡ଼ିତ । ଶ୍ରାବଣ ପୂର୍ଣ୍ଣିମା ଦିନ ଗହ୍ମା ପୂର୍ଣ୍ଣିମା ପାଳନ କରାଯାଏ । [756, 1069, 1132, 1109]
answer-cell: 7 [1441, 1386, 1454, 1400]
sudoku-cell: 7 [1359, 1232, 1385, 1259]
rakhi-paragraph: ପର୍ବପର୍ବାଣି ଓଡ଼ିଶା ଲୋକସଂସ୍କୃତିର ଏକ ଅଭିନ୍ନ ଅଙ୍ଗ । ଓଡ଼ିଆର ଅଧିବାସୀମାନେ ବାରମାସରେ ତେର ପର୍ବ ପାଳନ କରନ୍ତି । ଏହି ପର୍ବଗୁଡ଼ିକ ଜୀବନ ଓ ପ୍ରକୃତି ସହିତ ଜଡ଼ିତ । ଶ୍ରାବଣ ପୂର୍ଣ୍ଣିମା ଦିନ ଗହ୍ମା ପୂର୍ଣ୍ଣିମା ପାଳନ କରାଯାଏ । [756, 1545, 1132, 1585]
answer-cell: 2 [1454, 1415, 1467, 1429]
letter-paragraph: ଜାତୀୟ ସରକାରଙ୍କ ଯୋଜନା ଅନୁସାରେ ଗ୍ରାମାଞ୍ଚଳରେ ଫଳଗଛ ଲଗାଇବା ଦ୍ୱାରା ପରିବେଶ ସୁରକ୍ଷା ସହିତ ଲୋକଙ୍କ ଆୟ ବୃଦ୍ଧି ହୋଇପାରିବ । [1145, 708, 1495, 734]
editorial-headline: ବିରାଟ ଶୂନ୍ୟସ୍ଥାନ [505, 67, 959, 144]
answer-cell: 1 [1390, 1400, 1403, 1415]
sudoku-cell [1281, 1285, 1307, 1311]
answer-cell: 9 [1454, 1400, 1467, 1415]
answer-cell: 6 [1403, 1443, 1416, 1458]
kalajayi-paragraph: ସ୍ୱତନ୍ତ୍ରୋତ୍ତର ଭାରତରେ ନିଜର ବିଭାଗୀୟତା ଗଦ୍ୟରେ ପ୍ରଭାବ କରିଥିବା ଗଙ୍ଗାଧର ମେହେରଙ୍କ ପରି ଜଣେ ଜନପ୍ରିୟ କବି ଓଡ଼ିଆ ସାହିତ୍ୟରେ ବିରଳ । ଓଡ଼ିଶାର ଗ୍ରାମ୍ୟ ଜୀବନ, ପ୍ରକୃତି ଓ ମାନବିକ ଭାବନାର ସ୍ରଷ୍ଟା ଭାବରେ ସେ ଅମର ହୋଇ ରହିଛନ୍ତି । [204, 526, 321, 664]
editorial-paragraph: ଏହା ସମସ୍ତଙ୍କ ଏକ ଗୋଟି ଖୋଲାଜ ଲେଖୁଥିବା ଜୀବନୀ ହୋଇଛି । ଏଥିରେ ଅନେକ ଆତ୍ମଜୀବନୀମୂଳକ ସ୍ମୃତି ସ୍ଥାନ ପାଇଛି ଯାହା ପାଠକଙ୍କୁ ପ୍ରଭାବିତ କରିବ । [738, 284, 1132, 310]
answer-cell: 4 [1454, 1372, 1467, 1386]
rakhi-paragraph: ଭାଇ ଭଉଣୀଙ୍କ ପବିତ୍ର ସମ୍ପର୍କର ପ୍ରତୀକ ରାଖୀ ପୂର୍ଣ୍ଣିମା । ଭଉଣୀ ଭାଇର ହାତରେ ରାଖୀ ବାନ୍ଧି ତାର ଦୀର୍ଘାୟୁ କାମନା କରେ । [756, 1176, 1132, 1202]
letter-paragraph: ମହାଶୟ, ଧରିତ୍ରୀର ସମ୍ପାଦକୀୟ ସ୍ତମ୍ଭରେ ପ୍ରକାଶିତ ଲେଖା ପଢ଼ି ଆମେ ଅନେକ ଉପକୃତ ହେଉଛୁ । ପଶୁମାନଙ୍କ ପ୍ରତି ଦୟା ଦେଖାଇବା ଆମ କର୍ତ୍ତବ୍ୟ । [1145, 452, 1495, 478]
sudoku-cell [1307, 1153, 1333, 1180]
answer-cell: 4 [1441, 1458, 1454, 1472]
contact-note: (Use only for letters to Editor, news & news photos) [1184, 859, 1456, 871]
answer-cell: 8 [1403, 1372, 1416, 1386]
edu-bharat-masthead: ଏଣୁଭାରତର [1145, 6, 1495, 54]
sudoku-cell [1333, 1206, 1359, 1232]
rakhi-paragraph: କରିବାକୁ ଭଗବାନଙ୍କୁ ସୋତାଳ ପର୍ଯ୍ୟନ୍ତ ବ୍ୟାପ୍ତ ବୃକ୍ଷ ବୋଲି ଛାତି ଫୁଲେଇଦିଅନ୍ତି । କୃଷକ ଓ ପଶୁପାଳକଙ୍କ ପାଇଁ ଏହି ପର୍ବର ବିଶେଷ ମହତ୍ତ୍ୱ ରହିଛି । [756, 1314, 1132, 1340]
columnist-email[interactable]: Email:dilipcherian@gmail.com [965, 520, 1132, 533]
letter-body [1145, 707, 1495, 780]
profile-face [674, 2033, 734, 2105]
sudoku-cell [1359, 1153, 1385, 1180]
sudoku-cell: 3 [1203, 1180, 1229, 1206]
contact-email[interactable]: E-mail:advt@dharitri.com [1244, 874, 1396, 886]
rakhi-paragraph: ପର୍ବପର୍ବାଣି ଓଡ଼ିଶା ଲୋକସଂସ୍କୃତିର ଏକ ଅଭିନ୍ନ ଅଙ୍ଗ । ଓଡ଼ିଆର ଅଧିବାସୀମାନେ ବାରମାସରେ ତେର ପର୍ବ ପାଳନ କରନ୍ତି । ଏହି ପର୍ବଗୁଡ଼ିକ ଜୀବନ ଓ ପ୍ରକୃତି ସହିତ ଜଡ଼ିତ । ଶ୍ରାବଣ ପୂର୍ଣ୍ଣିମା ଦିନ ଗହ୍ମା ପୂର୍ଣ୍ଣିମା ପାଳନ କରାଯାଏ । [332, 807, 745, 847]
sudoku-cell: 6 [1411, 1153, 1437, 1180]
answer-cell: 1 [1429, 1458, 1442, 1472]
sudoku-cell [1385, 1285, 1411, 1311]
answer-cell: 7 [1416, 1486, 1429, 1500]
rakhi-paragraph: କରିବାକୁ ଭଗବାନଙ୍କୁ ସୋତାଳ ପର୍ଯ୍ୟନ୍ତ ବ୍ୟାପ୍ତ ବୃକ୍ଷ ବୋଲି ଛାତି ଫୁଲେଇଦିଅନ୍ତି । କୃଷକ ଓ ପଶୁପାଳକଙ୍କ ପାଇଁ ଏହି ପର୍ବର ବିଶେଷ ମହତ୍ତ୍ୱ ରହିଛି । [756, 1207, 1132, 1233]
profile-byline: -ଜିତେନ୍ଦ୍ର [1091, 2209, 1132, 2221]
rakhi-paragraph: ଭାଇ ଭଉଣୀଙ୍କ ପବିତ୍ର ସମ୍ପର୍କର ପ୍ରତୀକ ରାଖୀ ପୂର୍ଣ୍ଣିମା । ଭଉଣୀ ଭାଇର ହାତରେ ରାଖୀ ବାନ୍ଧି ତାର ଦୀର୍ଘାୟୁ କାମନା କରେ । [332, 852, 745, 878]
answer-cell: 8 [1480, 1443, 1493, 1458]
sudoku-cell [1255, 1127, 1281, 1153]
kalajayi-paragraph: ସ୍ୱତନ୍ତ୍ରୋତ୍ତର ଭାରତରେ ନିଜର ବିଭାଗୀୟତା ଗଦ୍ୟରେ ପ୍ରଭାବ କରିଥିବା ଗଙ୍ଗାଧର ମେହେରଙ୍କ ପରି ଜଣେ ଜନପ୍ରିୟ କବି ଓଡ଼ିଆ ସାହିତ୍ୟରେ ବିରଳ । ଓଡ଼ିଶାର ଗ୍ରାମ୍ୟ ଜୀବନ, ପ୍ରକୃତି ଓ ମାନବିକ ଭାବନାର ସ୍ରଷ୍ଟା ଭାବରେ ସେ ଅମର ହୋଇ ରହିଛନ୍ତି । [6, 846, 321, 900]
anniversary-box [1145, 937, 1495, 1003]
jayanti-section-bar: ସ୍ୱଭାବ କବିଙ୍କ ଜୟନ୍ତୀ ଉପଲକ୍ଷେ [6, 957, 321, 981]
answer-cell: 7 [1480, 1429, 1493, 1443]
editorial-col-right [738, 156, 1132, 676]
answer-cell: 9 [1467, 1429, 1480, 1443]
contact-box [1145, 804, 1495, 927]
sudoku-cell [1203, 1311, 1229, 1337]
sudoku-cell [1385, 1206, 1411, 1232]
answer-cell: 2 [1416, 1400, 1429, 1415]
kalajayi-paragraph: ୧୮୬୨ ମସିହା ଶ୍ରାବଣ ମାସ ୯ ତାରିଖ ଶ୍ରାବଣ ପୂର୍ଣ୍ଣିମା ଦିନ ବରପାଲି ଗ୍ରାମରେ ଜନ୍ମଗ୍ରହଣ କରିଥିବା ଗଙ୍ଗାଧର ତାଙ୍କ କବିତାରେ ପ୍ରକୃତିର ରୂପ ଓ ରସ ଆଙ୍କିଛନ୍ତି । [6, 1333, 321, 1373]
profile-paragraph: ପାଠାକ୍ରମରେ ସେ ଉତ୍କର୍ଷତା ହାସଲ କରିଥିଲେ ଏବଂ ୧୯୭୪ ମସିହାରେ ସେନାରେ ଯୋଗ ଦେଇଥିଲେ । ବିଭିନ୍ନ ଗୁରୁତ୍ୱପୂର୍ଣ୍ଣ ପଦବୀରେ ସେ କାର୍ଯ୍ୟ କରି ବହୁ ସମ୍ମାନ ପାଇଛନ୍ତି । [6, 2041, 348, 2081]
sudoku-cell [1229, 1180, 1255, 1206]
rakhi-paragraph: ଗହ୍ମା ପୂର୍ଣ୍ଣିମା ଦିନ ବଳଦ, ଗାଈ ଓ ଅନ୍ୟାନ୍ୟ ଗୃହପାଳିତ ପଶୁଙ୍କୁ ଗାଧୋଇ ପୂଜା କରାଯାଏ ଏବଂ ପିଠା ଖୁଆଇ ସମ୍ମାନ ଦିଆଯାଏ । [332, 1289, 745, 1315]
answer-cell: 7 [1467, 1400, 1480, 1415]
anniversary-date: ୧୦ ଅଗଷ୍ଟ ୧୯୮୯ [1385, 961, 1491, 979]
section-rule [332, 684, 1132, 686]
editorial-paragraph: ଜାତୀୟ ଘର ସୁରକ୍ଷା ପରାମର୍ଶଦାତା ଜେନେରାଲ ସାହୁ ବାହିନୀର ଭାରତ ଫେରନ୍ତା ଦାୟିତ୍ୱ ଓ ରାଜନୈତିକ ନିଷ୍ଠାର ଦୃଷ୍ଟାନ୍ତ ରଖିଛନ୍ତି । ଏହି ମୃତ୍ୟୁରେ ଦେଶ ଏକ ବିରାଟ ଶୂନ୍ୟସ୍ଥାନ ଅନୁଭବ କରୁଛି । ସେ ପ୍ରଧାନମନ୍ତ୍ରୀଙ୍କ ଘନିଷ୍ଠ ସହଯୋଗୀ ଥିଲେ ଏବଂ ଦେଶର ନିରାପତ୍ତା ନୀତି ଗଠନରେ ମୁଖ୍ୟ ଭୂମିକା ନେଇଥିଲେ । [332, 261, 726, 315]
answer-cell: 6 [1441, 1472, 1454, 1486]
column-title: ଦିଲ୍ଲୀକା ବାବୁ [810, 325, 933, 350]
answer-cell: 1 [1441, 1415, 1454, 1429]
contact-title: ପାଠକ ଶ୍ରେଷ୍ଠ ବିଚାରକ ସ୍ତମ୍ଭ ପାଇଁ ପତ୍ର ପଠାଇବାର ଠିକଣା: [1188, 814, 1452, 826]
quote-line: ଭଲରେ ପୋଡ଼ି ମୋର ନୟନ ନୟନାର, [18, 97, 189, 111]
right-column [1145, 6, 1495, 2336]
editorial-paragraph: ଶ୍ରୀ ସିଂହଙ୍କ ପୁସ୍ତକ ଏକ ସ୍ୱତନ୍ତ୍ର ଦଲିଲ । ସେ ନିଜର ଅଭିଜ୍ଞତାକୁ ସରଳ ଭାଷାରେ ଲେଖିଛନ୍ତି ଯାହା ଯୁବପିଢ଼ି ପାଇଁ ଶିକ୍ଷଣୀୟ । [332, 447, 726, 473]
sudoku-cell: 2 [1203, 1285, 1229, 1311]
kalajayi-byline: ମହର୍ଷି ମହାବିଦ୍ୟାଳୟ, ଶହୀଦ ନଗର, ଭୁବନେଶ୍ୱର [6, 1529, 217, 1542]
emblem-icon [1088, 18, 1122, 52]
sudoku-cell [1307, 1232, 1333, 1259]
sudoku-cell [1229, 1311, 1255, 1337]
sudoku-caption: ଏହାର ଉତ୍ତର ଆସନ୍ତାକାଲି ପ୍ରକାଶ ପାଇବ । [1225, 1347, 1415, 1359]
sudoku-cell [1359, 1285, 1385, 1311]
answer-cell: 3 [1377, 1400, 1390, 1415]
portrait-head [52, 469, 152, 594]
readers-banner-label: ପାଠକ ଶ୍ରେଷ୍ଠ ବିଚାରକ [1229, 356, 1493, 412]
profile-paragraph: କୁମାଉଁ ରେଜିମେଣ୍ଟର ଅଧିକାରୀ ଭାବେ ସେ ଉତ୍ତର ସୀମାନ୍ତରେ ଦୀର୍ଘ ଦିନ କାର୍ଯ୍ୟ କରିଛନ୍ତି । ସେ ପରମ ବିଶିଷ୍ଟ ସେବା ପଦକ ଓ ଅତି ବିଶିଷ୍ଟ ସେବା ପଦକରେ ସମ୍ମାନିତ । [790, 2125, 1132, 2165]
editorial-paragraph: ଶ୍ରୀ ସିଂହଙ୍କ ପୁସ୍ତକ ଏକ ସ୍ୱତନ୍ତ୍ର ଦଲିଲ । ସେ ନିଜର ଅଭିଜ୍ଞତାକୁ ସରଳ ଭାଷାରେ ଲେଖିଛନ୍ତି ଯାହା ଯୁବପିଢ଼ି ପାଇଁ ଶିକ୍ଷଣୀୟ । [738, 489, 1132, 515]
rakhi-paragraph: ଭାଇ ଭଉଣୀଙ୍କ ପବିତ୍ର ସମ୍ପର୍କର ପ୍ରତୀକ ରାଖୀ ପୂର୍ଣ୍ଣିମା । ଭଉଣୀ ଭାଇର ହାତରେ ରାଖୀ ବାନ୍ଧି ତାର ଦୀର୍ଘାୟୁ କାମନା କରେ । [332, 1258, 745, 1284]
answer-cell: 1 [1403, 1429, 1416, 1443]
sudoku-cell [1359, 1101, 1385, 1127]
letter-body [1145, 451, 1495, 524]
contact-email[interactable]: E-mail:dharitripress@gmail.com [1225, 844, 1415, 856]
sudoku-cell [1255, 1180, 1281, 1206]
kalajayi-paragraph: ସ୍ୱତନ୍ତ୍ରୋତ୍ତର ଭାରତରେ ନିଜର ବିଭାଗୀୟତା ଗଦ୍ୟରେ ପ୍ରଭାବ କରିଥିବା ଗଙ୍ଗାଧର ମେହେରଙ୍କ ପରି ଜଣେ ଜନପ୍ରିୟ କବି ଓଡ଼ିଆ ସାହିତ୍ୟରେ ବିରଳ । ଓଡ଼ିଶାର ଗ୍ରାମ୍ୟ ଜୀବନ, ପ୍ରକୃତି ଓ ମାନବିକ ଭାବନାର ସ୍ରଷ୍ଟା ଭାବରେ ସେ ଅମର ହୋଇ ରହିଛନ୍ତି । [6, 1229, 321, 1283]
headline-rule [332, 148, 1132, 150]
answer-cell: 4 [1377, 1429, 1390, 1443]
kalajayi-paragraph: ସ୍ୱତନ୍ତ୍ରୋତ୍ତର ଭାରତରେ ନିଜର ବିଭାଗୀୟତା ଗଦ୍ୟରେ ପ୍ରଭାବ କରିଥିବା ଗଙ୍ଗାଧର ମେହେରଙ୍କ ପରି ଜଣେ ଜନପ୍ରିୟ କବି ଓଡ଼ିଆ ସାହିତ୍ୟରେ ବିରଳ । ଓଡ଼ିଶାର ଗ୍ରାମ୍ୟ ଜୀବନ, ପ୍ରକୃତି ଓ ମାନବିକ ଭାବନାର ସ୍ରଷ୍ଟା ଭାବରେ ସେ ଅମର ହୋଇ ରହିଛନ୍ତି । [6, 742, 321, 796]
profile-paragraph: କୁମାଉଁ ରେଜିମେଣ୍ଟର ଅଧିକାରୀ ଭାବେ ସେ ଉତ୍ତର ସୀମାନ୍ତରେ ଦୀର୍ଘ ଦିନ କାର୍ଯ୍ୟ କରିଛନ୍ତି । ସେ ପରମ ବିଶିଷ୍ଟ ସେବା ପଦକ ଓ ଅତି ବିଶିଷ୍ଟ ସେବା ପଦକରେ ସମ୍ମାନିତ । [6, 2209, 348, 2249]
rakhi-paragraph: କରିବାକୁ ଭଗବାନଙ୍କୁ ସୋତାଳ ପର୍ଯ୍ୟନ୍ତ ବ୍ୟାପ୍ତ ବୃକ୍ଷ ବୋଲି ଛାତି ଫୁଲେଇଦିଅନ୍ତି । କୃଷକ ଓ ପଶୁପାଳକଙ୍କ ପାଇଁ ଏହି ପର୍ବର ବିଶେଷ ମହତ୍ତ୍ୱ ରହିଛି । [756, 807, 1132, 833]
profile-paragraph: ପାଠାକ୍ରମରେ ସେ ଉତ୍କର୍ଷତା ହାସଲ କରିଥିଲେ ଏବଂ ୧୯୭୪ ମସିହାରେ ସେନାରେ ଯୋଗ ଦେଇଥିଲେ । ବିଭିନ୍ନ ଗୁରୁତ୍ୱପୂର୍ଣ୍ଣ ପଦବୀରେ ସେ କାର୍ଯ୍ୟ କରି ବହୁ ସମ୍ମାନ ପାଇଛନ୍ତି । [790, 2041, 1132, 2081]
answer-cell: 5 [1480, 1458, 1493, 1472]
anniversary-title: ପଚିଶ ବର୍ଷ ତଳର ଧରିତ୍ରୀ [1147, 960, 1383, 980]
right-paragraph: ପଶ୍ଚିମ କରିଆରେ ଅର୍ଥ ଉପାର୍ଜନ କରିବା ପରିବର୍ତ୍ତେ ଆଜିକାଲି ଲୋକେ ଦେଶରେ ଥାଇ ଭିନ୍ନିଜ ପଦ୍ଧତିରେ ଜୀବନ ଗଢ଼ିବାକୁ ଚାହୁଁଛନ୍ତି । ସେଥିପାଇଁ ସରକାରୀ ନୀତିରେ ପରିବର୍ତ୍ତନ ଆବଶ୍ୟକ । [1145, 61, 1495, 101]
envelope-icon [1153, 358, 1223, 410]
chiranthani-title: ଚିରନ୍ତନୀ [18, 14, 309, 51]
profile-paragraph: କୁମାଉଁ ରେଜିମେଣ୍ଟର ଅଧିକାରୀ ଭାବେ ସେ ଉତ୍ତର ସୀମାନ୍ତରେ ଦୀର୍ଘ ଦିନ କାର୍ଯ୍ୟ କରିଛନ୍ତି । ସେ ପରମ ବିଶିଷ୍ଟ ସେବା ପଦକ ଓ ଅତି ବିଶିଷ୍ଟ ସେବା ପଦକରେ ସମ୍ମାନିତ । [6, 2083, 348, 2123]
answer-cell: 3 [1403, 1486, 1416, 1500]
edu-bharat-body [1145, 60, 1495, 344]
sudoku-cell [1307, 1259, 1333, 1285]
quote-line: ଶଙ୍କ ତୋଡ଼ି ବାଢ଼ି ତୃ ଅବିରତ । [18, 115, 158, 129]
kalajayi-author: ଡ. ଉର୍ମି ଦେବୀ [103, 332, 224, 357]
answer-cell: 9 [1390, 1458, 1403, 1472]
letter-paragraph: ନିକଟରେ ଆମେ ପୁରୀ ଠାରୁ ଟ୍ରେନରେ ଯାତ୍ରା କରୁଥିବା ବେଳେ ମଶା ଓ ଅସରପାର ଉପଦ୍ରବ ଦେଖି ହତାଶ ହୋଇଥିଲୁ । ରେଳବାଇ କର୍ତ୍ତୃପକ୍ଷ ଏଥିପ୍ରତି ଦୃଷ୍ଟି ଦେବା ଉଚିତ । [1145, 739, 1495, 779]
answer-cell: 7 [1403, 1415, 1416, 1429]
columnist-badge [738, 317, 1132, 389]
right-paragraph: ପଶ୍ଚିମ କରିଆରେ ଅର୍ଥ ଉପାର୍ଜନ କରିବା ପରିବର୍ତ୍ତେ ଆଜିକାଲି ଲୋକେ ଦେଶରେ ଥାଇ ଭିନ୍ନିଜ ପଦ୍ଧତିରେ ଜୀବନ ଗଢ଼ିବାକୁ ଚାହୁଁଛନ୍ତି । ସେଥିପାଇଁ ସରକାରୀ ନୀତିରେ ପରିବର୍ତ୍ତନ ଆବଶ୍ୟକ । [1145, 227, 1495, 267]
kalajayi-headline: କାଳଜୟୀ ସ୍ରଷ୍ଟା [6, 211, 179, 325]
rakhi-paragraph: ଗହ୍ମା ପୂର୍ଣ୍ଣିମା ଦିନ ବଳଦ, ଗାଈ ଓ ଅନ୍ୟାନ୍ୟ ଗୃହପାଳିତ ପଶୁଙ୍କୁ ଗାଧୋଇ ପୂଜା କରାଯାଏ ଏବଂ ପିଠା ଖୁଆଇ ସମ୍ମାନ ଦିଆଯାଏ । [756, 976, 1132, 1002]
rakhi-author: ଡା.ବାସୁଦେବ ପ୍ରଧାନ [633, 772, 831, 800]
poet-portrait [6, 428, 196, 718]
